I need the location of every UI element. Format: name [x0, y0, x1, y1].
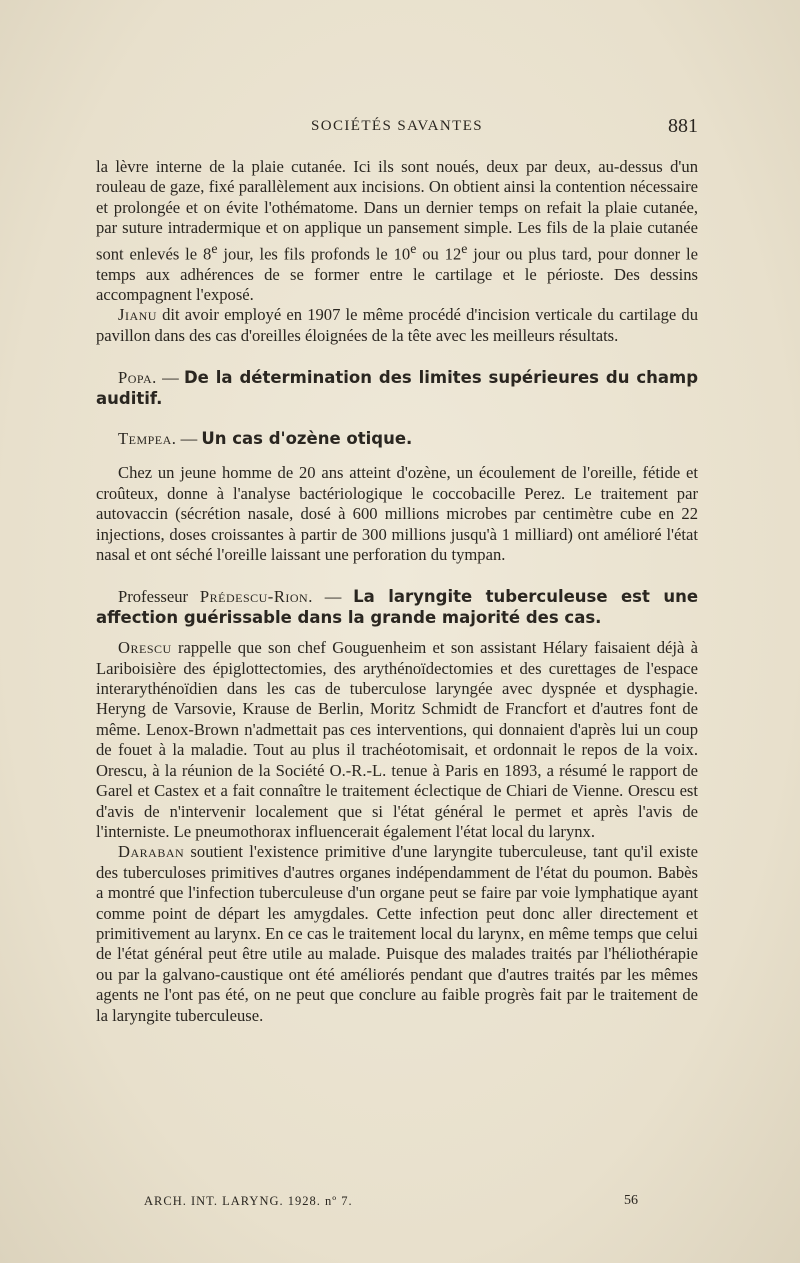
- page-number: 881: [668, 115, 698, 137]
- page-header: [96, 115, 698, 144]
- speaker-name: Orescu: [118, 638, 172, 658]
- entry-predescu: Professeur Prédescu-Rion. — La laryngite tuberculeuse est une affection guérissable dans la grande majorité des cas.: [96, 587, 699, 627]
- running-head: SOCIÉTÉS SAVANTES: [310, 118, 484, 134]
- entry-author: Prédescu-Rion.: [199, 587, 313, 607]
- speaker-name: Daraban: [118, 842, 185, 862]
- paragraph-tempea: Chez un jeune homme de 20 ans atteint d'ozène, un écoulement de l'oreille, fétide et croûteux, donne à l'analyse bactériologique le coccobacille Perez. Le traitement par autovaccin (sécrétion nasale, dosé à 600 millions microbes par centimètre cube en 22 injections, doses croissantes à partir de 300 millions jusqu'à 1 milliard) ont amélioré l'état nasal et ont séché l'oreille laissant une perforation du tympan.: [96, 463, 698, 565]
- entry-author: Tempea.: [118, 429, 177, 448]
- entry-title: La laryngite tuberculeuse est une affection guérissable dans la grande majorité des cas.: [96, 587, 699, 627]
- entry-title: Un cas d'ozène otique.: [201, 429, 413, 448]
- entry-popa: Popa. — De la détermination des limites supérieures du champ auditif.: [96, 368, 699, 408]
- speaker-name: Jianu: [118, 305, 157, 325]
- entry-tempea: Tempea. — Un cas d'ozène otique.: [118, 429, 413, 448]
- paragraph-daraban: Daraban soutient l'existence primitive d'une laryngite tuberculeuse, tant qu'il existe des tuberculoses primitives d'autres organes indépendamment de l'état du poumon. Babès a montré que l'infection tuberculeuse d'un organe peut se faire par voie lymphatique ayant comme point de départ les amygdales. Cette infection peut donc aller directement et primitivement au larynx. En ce cas le traitement local du larynx, en même temps que celui de l'état général peut être utile au malade. Puisque des malades traités par l'héliothérapie ou par la galvano-caustique ont été améliorés pendant que d'autres traités par les mêmes agents ne l'ont pas été, on ne peut que conclure au faible progrès fait par le traitement de la laryngite tuberculeuse.: [96, 842, 698, 1025]
- paragraph-jianu: Jianu dit avoir employé en 1907 le même procédé d'incision verticale du cartilage du pavillon dans des cas d'oreilles éloignées de la tête avec les meilleurs résultats.: [96, 305, 698, 345]
- page-body: [96, 157, 698, 1026]
- paragraph-orescu: Orescu rappelle que son chef Gouguenheim et son assistant Hélary faisaient déjà à Lariboisière des épiglottectomies, des arythénoïdectomies et des curettages de l'espace interarythénoïdien dans les cas de tuberculose laryngée avec dyspnée et dysphagie. Heryng de Varsovie, Krause de Berlin, Moritz Schmidt de Francfort et d'autres font de même. Lenox-Brown n'admettait pas ces interventions, qui donnaient d'après lui un coup de fouet à la maladie. Tout au plus il trachéotomisait, et ordonnait le repos de la voix. Orescu, à la réunion de la Société O.-R.-L. tenue à Paris en 1893, a résumé le rapport de Garel et Castex et a fait connaître le traitement éclectique de Chiari de Vienne. Orescu est d'avis de n'intervenir localement que si l'état général le permet et après l'avis de l'interniste. Le pneumothorax influencerait également l'état local du larynx.: [96, 638, 698, 841]
- entry-title: De la détermination des limites supérieures du champ auditif.: [96, 368, 699, 408]
- entry-author: Popa.: [118, 368, 157, 388]
- journal-reference: ARCH. INT. LARYNG. 1928. nº 7.: [144, 1194, 353, 1208]
- paragraph-continuation: la lèvre interne de la plaie cutanée. Ici ils sont noués, deux par deux, au-dessus d'un rouleau de gaze, fixé parallèlement aux incisions. On obtient ainsi la contention nécessaire et prolongée et on évite l'othématome. Dans un dernier temps on refait la plaie cutanée, par suture intradermique et on applique un pansement simple. Les fils de la plaie cutanée sont enlevés le 8e jour, les fils profonds le 10e ou 12e jour ou plus tard, pour donner le temps aux adhérences de se former entre le cartilage et le périoste. Des dessins accompagnent l'exposé.: [96, 157, 698, 304]
- page-footer: [144, 1194, 638, 1214]
- signature-mark: 56: [624, 1193, 638, 1208]
